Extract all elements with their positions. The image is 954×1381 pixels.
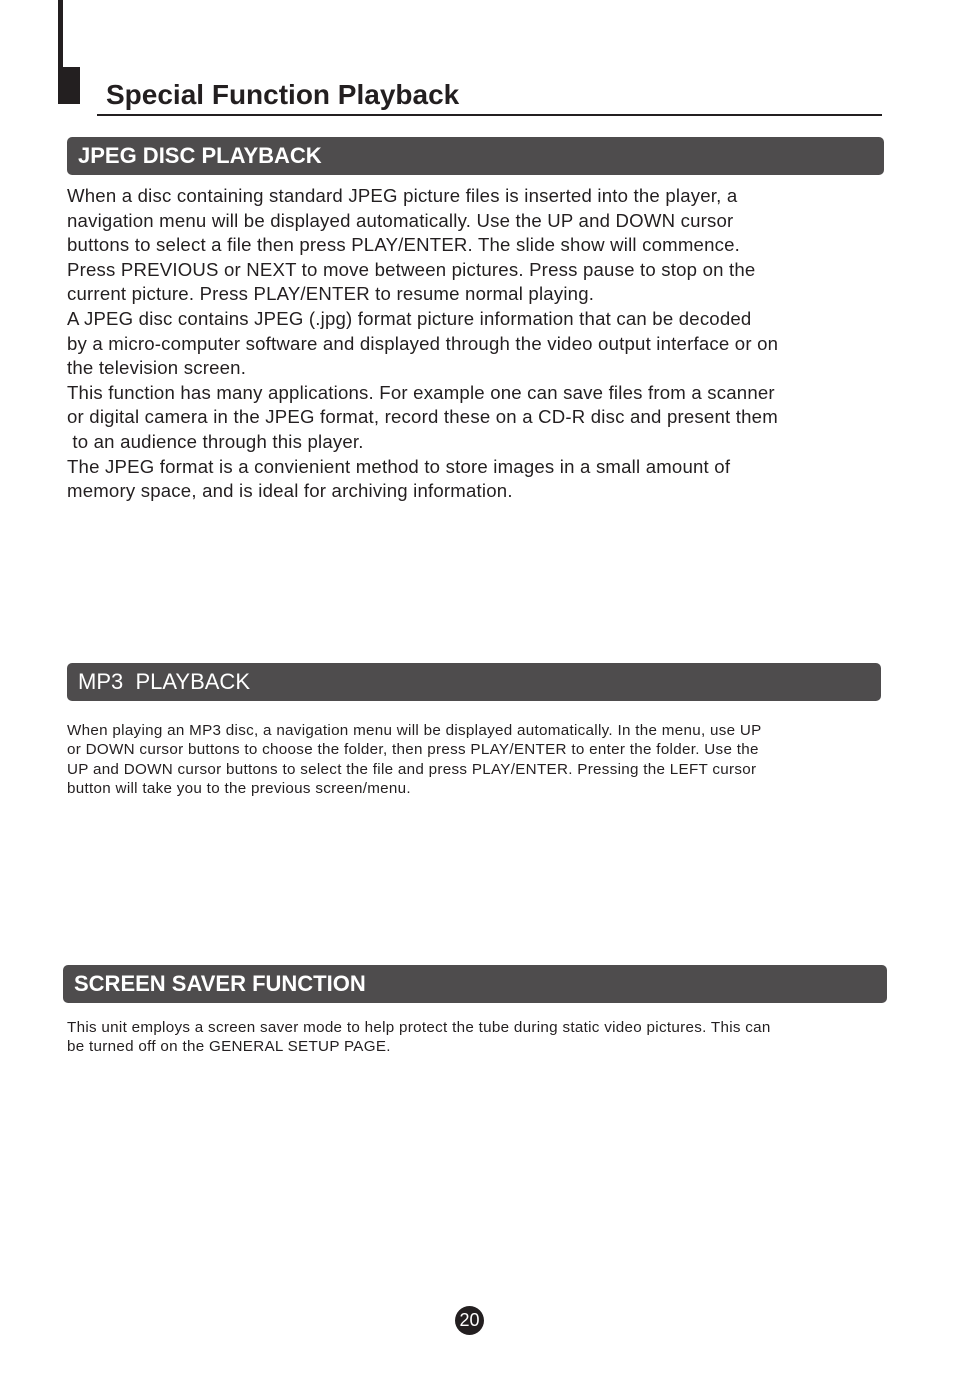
text-line: or DOWN cursor buttons to choose the folder, then press PLAY/ENTER to enter the folder. Use the xyxy=(67,741,759,759)
text-line: Press PREVIOUS or NEXT to move between pictures. Press pause to stop on the xyxy=(67,258,756,280)
page-title: Special Function Playback xyxy=(106,79,460,110)
corner-mark-block xyxy=(58,67,80,104)
text-line: When playing an MP3 disc, a navigation menu will be displayed automatically. In the menu, use UP xyxy=(67,722,762,739)
text-line: memory space, and is ideal for archiving information. xyxy=(67,480,513,502)
text-line: be turned off on the GENERAL SETUP PAGE. xyxy=(67,1038,391,1056)
text-line: the television screen. xyxy=(67,357,247,379)
text-line: The JPEG format is a convienient method to store images in a small amount of xyxy=(67,455,731,477)
text-line: When a disc containing standard JPEG picture files is inserted into the player, a xyxy=(67,185,738,206)
text-line: This unit employs a screen saver mode to help protect the tube during static video pictures. This can xyxy=(67,1019,771,1036)
section-header-screen-saver-function: SCREEN SAVER FUNCTION xyxy=(63,965,887,1003)
page-number-badge: 20 xyxy=(455,1306,484,1335)
text-line: A JPEG disc contains JPEG (.jpg) format picture information that can be decoded xyxy=(67,307,752,329)
text-line: buttons to select a file then press PLAY/ENTER. The slide show will commence. xyxy=(67,234,741,256)
text-line: or digital camera in the JPEG format, record these on a CD-R disc and present them xyxy=(67,406,778,428)
text-line: current picture. Press PLAY/ENTER to resume normal playing. xyxy=(67,283,595,305)
text-line: to an audience through this player. xyxy=(67,430,364,452)
text-line: This function has many applications. For example one can save files from a scanner xyxy=(67,381,775,403)
section-header-mp3-playback: MP3 PLAYBACK xyxy=(67,663,881,701)
text-line: button will take you to the previous screen/menu. xyxy=(67,779,411,797)
screen-saver-section-body xyxy=(67,1018,907,1057)
mp3-section-body xyxy=(67,721,907,798)
text-line: navigation menu will be displayed automatically. Use the UP and DOWN cursor xyxy=(67,209,734,231)
jpeg-section-body xyxy=(67,184,897,504)
text-line: by a micro-computer software and displayed through the video output interface or on xyxy=(67,332,779,354)
title-underline xyxy=(97,114,882,116)
section-header-jpeg-disc-playback: JPEG DISC PLAYBACK xyxy=(67,137,884,175)
text-line: UP and DOWN cursor buttons to select the file and press PLAY/ENTER. Pressing the LEFT cursor xyxy=(67,760,757,778)
